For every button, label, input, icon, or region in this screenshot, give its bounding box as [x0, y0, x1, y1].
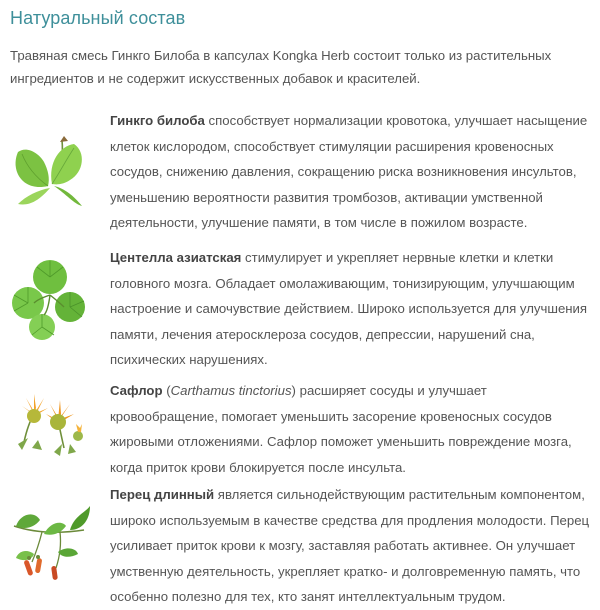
ingredient-description: Перец длинный является сильнодействующим растительным компонентом, широко используемым в качестве средства для продления молодости. Перец усиливает приток крови к мозгу, заставляя работать активнее. Он улучшает умственную деятельность, укрепляет кратко- и долговременную память, что особенно полезно для тех, кто занят интеллектуальным трудом. [110, 487, 590, 604]
ingredient-name: Сафлор [110, 383, 163, 398]
section-title: Натуральный состав [10, 8, 186, 28]
safflower-icon [4, 378, 92, 466]
centella-leaves-icon [4, 255, 92, 343]
ingredient-name: Центелла азиатская [110, 250, 242, 265]
ingredient-description: Гинкго билоба способствует нормализации кровотока, улучшает насыщение клеток кислородом, способствует стимуляции расширения кровеносных сосудов, снижению давления, сокращению риска возникновения инсультов, уменьшению вероятности развития тромбозов, активации умственной деятельности, улучшение памяти, в том числе в пожилом возрасте. [110, 113, 588, 230]
ingredient-name: Гинкго билоба [110, 113, 205, 128]
long-pepper-icon [4, 496, 92, 584]
ginkgo-leaf-icon [4, 122, 92, 210]
ingredient-name: Перец длинный [110, 487, 215, 502]
intro-text: Травяная смесь Гинкго Билоба в капсулах Kongka Herb состоит только из растительных ингредиентов и не содержит искусственных добавок и красителей. [10, 48, 552, 86]
ingredient-description: Сафлор (Carthamus tinctorius) расширяет сосуды и улучшает кровообращение, помогает уменьшить засорение кровеносных сосудов жировыми отложениями. Сафлор поможет уменьшить повреждение мозга, когда приток крови блокируется после инсульта. [110, 383, 572, 475]
ingredient-latin-name: Carthamus tinctorius [170, 383, 292, 398]
ingredient-description: Центелла азиатская стимулирует и укрепляет нервные клетки и клетки головного мозга. Обладает омолаживающим, тонизирующим, улучшающим настроение и самочувствие действием. Широко используется для улучшения памяти, лечения атеросклероза сосудов, депрессии, нарушений сна, психических нарушениях. [110, 250, 588, 367]
